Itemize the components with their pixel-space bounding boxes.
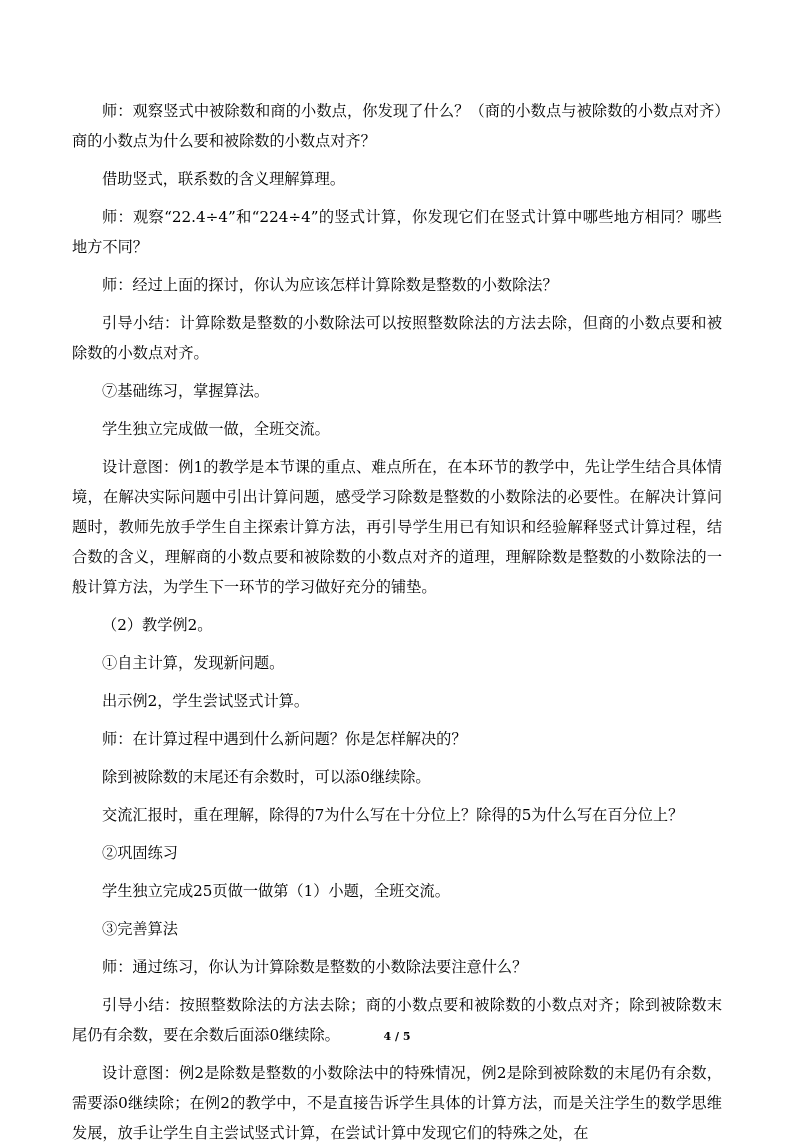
paragraph: 师：观察“22.4÷4”和“224÷4”的竖式计算，你发现它们在竖式计算中哪些地方相同？哪些地方不同？	[72, 208, 722, 256]
paragraph: 师：经过上面的探讨，你认为应该怎样计算除数是整数的小数除法？	[102, 276, 558, 294]
paragraph: 学生独立完成25页做一做第（1）小题，全班交流。	[102, 882, 450, 900]
paragraph: 设计意图：例2是除数是整数的小数除法中的特殊情况，例2是除到被除数的末尾仍有余数，需要添0继续除；在例2的教学中，不是直接告诉学生具体的计算方法，而是关注学生的数学思维发展，放手让学生自主尝试竖式计算，在尝试计算中发现它们的特殊之处，在	[72, 1064, 722, 1142]
paragraph: 交流汇报时，重在理解，除得的7为什么写在十分位上？除得的5为什么写在百分位上？	[102, 806, 684, 824]
paragraph: （2）教学例2。	[102, 616, 213, 634]
paragraph: 师：通过练习，你认为计算除数是整数的小数除法要注意什么？	[102, 958, 528, 976]
paragraph: ②巩固练习	[102, 844, 178, 862]
paragraph: 师：在计算过程中遇到什么新问题？你是怎样解决的？	[102, 730, 467, 748]
page-number: 4 / 5	[383, 1030, 411, 1043]
paragraph: 引导小结：按照整数除法的方法去除；商的小数点要和被除数的小数点对齐；除到被除数末尾仍有余数，要在余数后面添0继续除。	[72, 996, 722, 1044]
paragraph: 学生独立完成做一做，全班交流。	[102, 420, 330, 438]
paragraph: 借助竖式，联系数的含义理解算理。	[102, 170, 345, 188]
document-body	[72, 96, 722, 1148]
paragraph: 师：观察竖式中被除数和商的小数点，你发现了什么？（商的小数点与被除数的小数点对齐）商的小数点为什么要和被除数的小数点对齐？	[72, 102, 722, 150]
paragraph: 出示例2，学生尝试竖式计算。	[102, 692, 310, 710]
paragraph: 除到被除数的末尾还有余数时，可以添0继续除。	[102, 768, 431, 786]
paragraph: 设计意图：例1的教学是本节课的重点、难点所在，在本环节的教学中，先让学生结合具体情境，在解决实际问题中引出计算问题，感受学习除数是整数的小数除法的必要性。在解决计算问题时，教师先放手学生自主探索计算方法，再引导学生用已有知识和经验解释竖式计算过程，结合数的含义，理解商的小数点要和被除数的小数点对齐的道理，理解除数是整数的小数除法的一般计算方法，为学生下一环节的学习做好充分的铺垫。	[72, 458, 722, 596]
paragraph: 引导小结：计算除数是整数的小数除法可以按照整数除法的方法去除，但商的小数点要和被除数的小数点对齐。	[72, 314, 722, 362]
paragraph: ①自主计算，发现新问题。	[102, 654, 285, 672]
paragraph: ⑦基础练习，掌握算法。	[102, 382, 270, 400]
paragraph: ③完善算法	[102, 920, 178, 938]
